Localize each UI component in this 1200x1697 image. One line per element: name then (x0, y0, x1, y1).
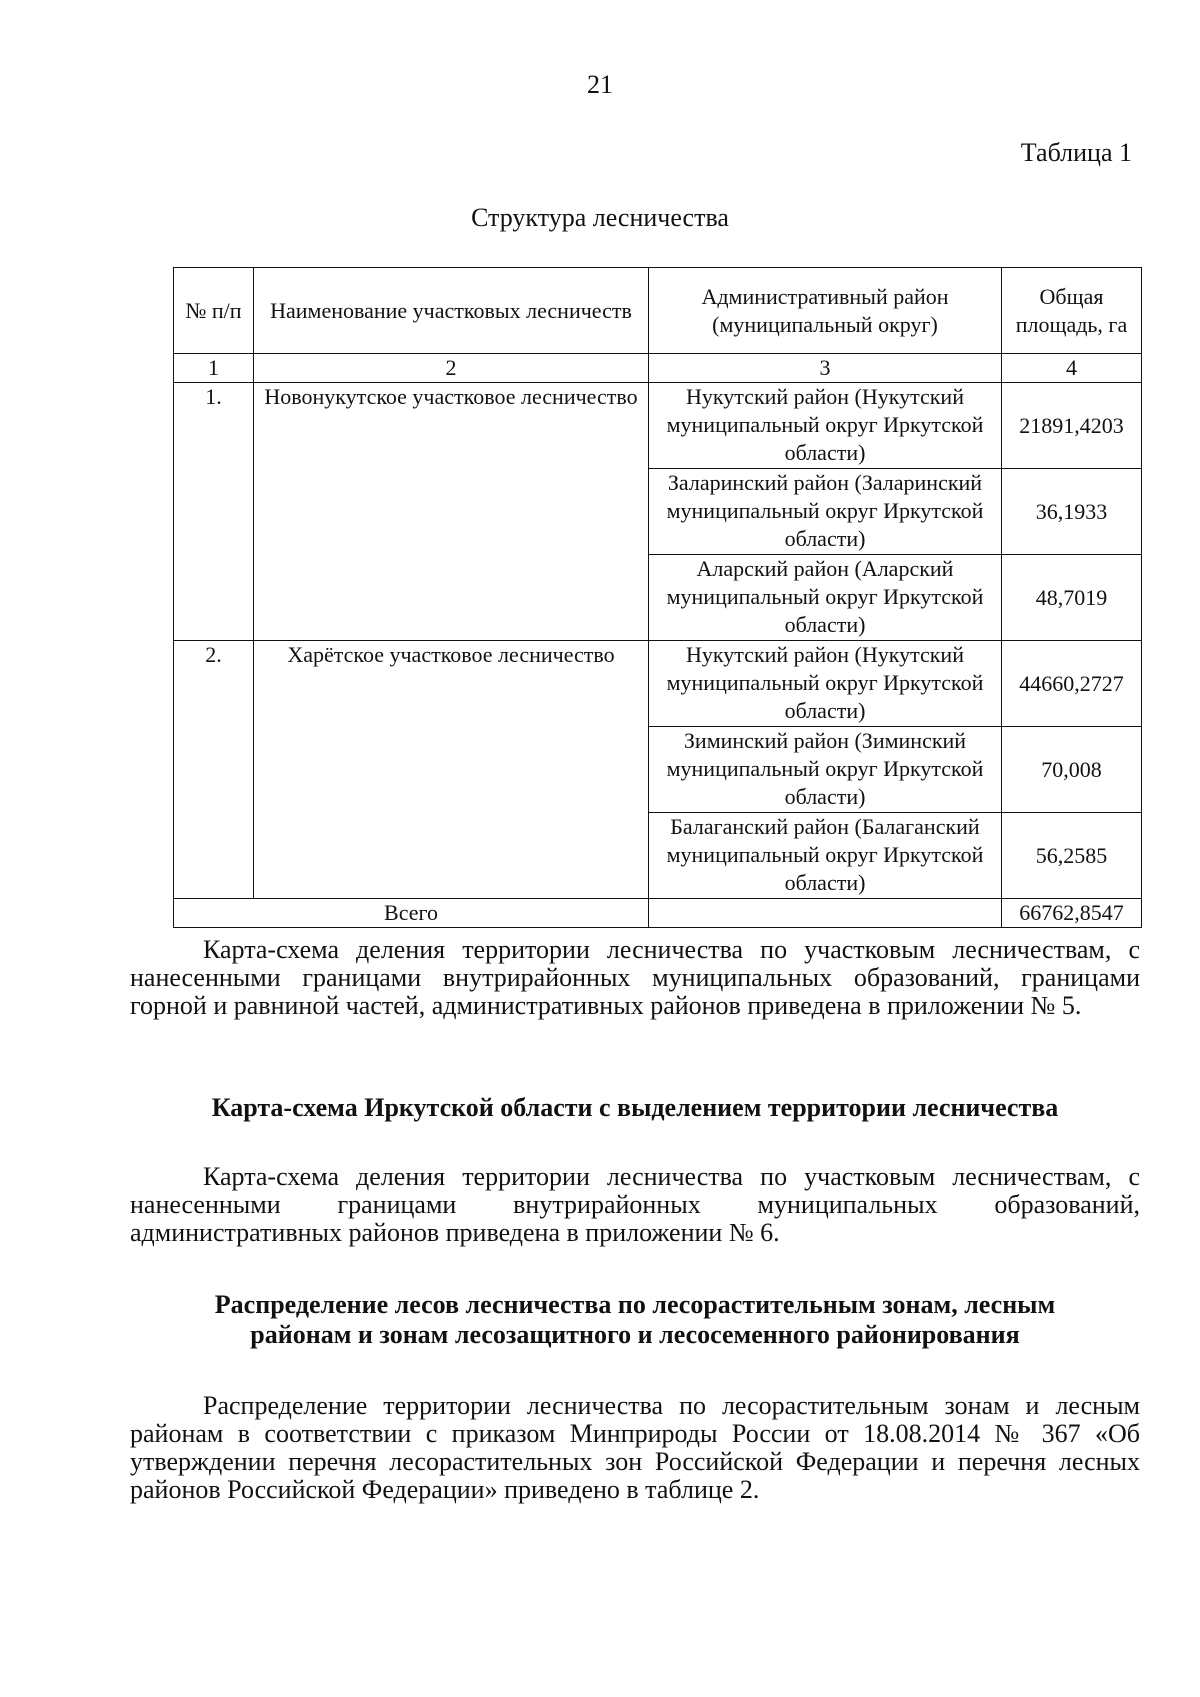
column-number: 2 (254, 354, 649, 383)
table-label: Таблица 1 (1020, 138, 1132, 167)
table-title: Структура лесничества (471, 203, 729, 232)
total-label: Всего (174, 899, 649, 928)
district-cell: Балаганский район (Балаганский муниципальный округ Иркутской области) (649, 813, 1002, 899)
table-row (174, 383, 1142, 469)
district-cell: Нукутский район (Нукутский муниципальный округ Иркутской области) (649, 641, 1002, 727)
district-cell: Зиминский район (Зиминский муниципальный округ Иркутской области) (649, 727, 1002, 813)
forestry-structure-table (173, 267, 1142, 928)
row-number: 1. (174, 383, 254, 641)
district-cell: Нукутский район (Нукутский муниципальный округ Иркутской области) (649, 383, 1002, 469)
paragraph-forest-zones-table-2: Распределение территории лесничества по лесорастительным зонам и лесным районам в соответствии с приказом Минприроды России от 18.08.2014 № 367 «Об утверждении перечня лесорастительных зон Российской Федерации и перечня лесных районов Российской Федерации» приведено в таблице 2. (130, 1391, 1140, 1504)
area-cell: 44660,2727 (1002, 641, 1142, 727)
district-cell: Аларский район (Аларский муниципальный округ Иркутской области) (649, 555, 1002, 641)
paragraph-forestry-map-appendix-6: Карта-схема деления территории лесничества по участковым лесничествам, с нанесенными границами внутрирайонных муниципальных образований, административных районов приведена в приложении № 6. (130, 1162, 1140, 1247)
header-number: № п/п (174, 268, 254, 354)
column-number: 1 (174, 354, 254, 383)
page-number: 21 (587, 70, 613, 99)
table-header-row (174, 268, 1142, 354)
area-cell: 70,008 (1002, 727, 1142, 813)
area-cell: 56,2585 (1002, 813, 1142, 899)
column-number: 3 (649, 354, 1002, 383)
row-number: 2. (174, 641, 254, 899)
area-cell: 21891,4203 (1002, 383, 1142, 469)
header-district: Административный район (муниципальный округ) (649, 268, 1002, 354)
total-area: 66762,8547 (1002, 899, 1142, 928)
area-cell: 36,1933 (1002, 469, 1142, 555)
header-forestry-name: Наименование участковых лесничеств (254, 268, 649, 354)
header-area: Общая площадь, га (1002, 268, 1142, 354)
table-row (174, 641, 1142, 727)
heading-forest-zones (130, 1290, 1140, 1350)
heading-forest-zones-line: районам и зонам лесозащитного и лесосеменного районирования (250, 1320, 1020, 1349)
column-number-row (174, 354, 1142, 383)
heading-irkutsk-map: Карта-схема Иркутской области с выделением территории лесничества (211, 1093, 1059, 1122)
district-cell: Заларинский район (Заларинский муниципальный округ Иркутской области) (649, 469, 1002, 555)
total-row (174, 899, 1142, 928)
area-cell: 48,7019 (1002, 555, 1142, 641)
column-number: 4 (1002, 354, 1142, 383)
paragraph-forestry-map-appendix-5: Карта-схема деления территории лесничества по участковым лесничествам, с нанесенными границами внутрирайонных муниципальных образований, границами горной и равниной частей, административных районов приведена в приложении № 5. (130, 935, 1140, 1020)
forestry-name: Харётское участковое лесничество (254, 641, 649, 899)
heading-forest-zones-line: Распределение лесов лесничества по лесорастительным зонам, лесным (214, 1290, 1056, 1319)
total-empty-cell (649, 899, 1002, 928)
forestry-name: Новонукутское участковое лесничество (254, 383, 649, 641)
